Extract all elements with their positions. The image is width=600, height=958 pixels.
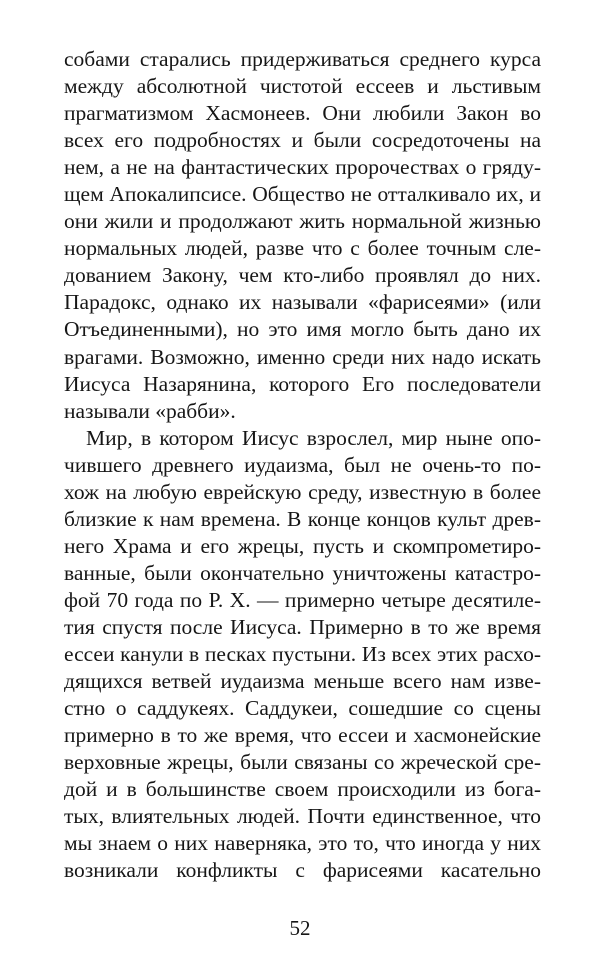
text-line: тия спустя после Иисуса. Примерно в то же время	[64, 614, 541, 639]
text-line: Парадокс, однако их называли «фарисеями» (или	[64, 290, 541, 315]
page-number: 52	[289, 916, 311, 940]
text-line: тых, влиятельных людей. Почти единственное, что	[64, 804, 541, 829]
body-text	[64, 46, 541, 884]
text-line: они жили и продолжают жить нормальной жизнью	[64, 209, 541, 234]
text-line: мы знаем о них наверняка, это то, что иногда у них	[64, 831, 541, 856]
text-line: ванные, были окончательно уничтожены катастро-	[64, 560, 541, 585]
text-line: Иисуса Назарянина, которого Его последователи	[64, 371, 541, 396]
text-line: чившего древнего иудаизма, был не очень-то по-	[64, 452, 541, 477]
text-line: врагами. Возможно, именно среди них надо искать	[64, 344, 541, 369]
text-line: собами старались придерживаться среднего курса	[64, 47, 541, 71]
text-line: щем Апокалипсисе. Общество не отталкивало их, и	[64, 182, 541, 207]
text-line: дой и в большинстве своем происходили из бога-	[64, 777, 541, 802]
text-line: между абсолютной чистотой ессеев и льстивым	[64, 74, 541, 99]
text-line: стно о саддукеях. Саддукеи, сошедшие со сцены	[64, 696, 541, 721]
paragraph	[64, 425, 541, 885]
text-line: нем, а не на фантастических пророчествах о гряду-	[64, 155, 541, 180]
text-line: нормальных людей, разве что с более точным сле-	[64, 236, 541, 261]
text-line: ессеи канули в песках пустыни. Из всех этих расхо-	[64, 642, 541, 667]
text-line: него Храма и его жрецы, пусть и скомпрометиро-	[64, 533, 541, 558]
text-line: примерно в то же время, что ессеи и хасмонейские	[64, 723, 541, 748]
text-line: хож на любую еврейскую среду, известную в более	[64, 479, 541, 504]
text-line: дованием Закону, чем кто-либо проявлял до них.	[64, 263, 541, 288]
text-line: верховные жрецы, были связаны со жреческой сре-	[64, 750, 541, 775]
text-line: Мир, в котором Иисус взрослел, мир ныне опо-	[86, 425, 541, 450]
text-line: всех его подробностях и были сосредоточены на	[64, 128, 541, 153]
text-line: называли «рабби».	[64, 398, 236, 423]
text-line: Отъединенными), но это имя могло быть дано их	[64, 317, 541, 342]
text-line: близкие к нам времена. В конце концов культ древ-	[64, 506, 541, 531]
text-line: прагматизмом Хасмонеев. Они любили Закон во	[64, 101, 541, 126]
text-line: возникали конфликты с фарисеями касательно	[64, 858, 541, 883]
text-line: дящихся ветвей иудаизма меньше всего нам изве-	[64, 669, 541, 694]
paragraph	[64, 46, 541, 425]
text-line: фой 70 года по Р. Х. — примерно четыре десятиле-	[64, 587, 541, 612]
